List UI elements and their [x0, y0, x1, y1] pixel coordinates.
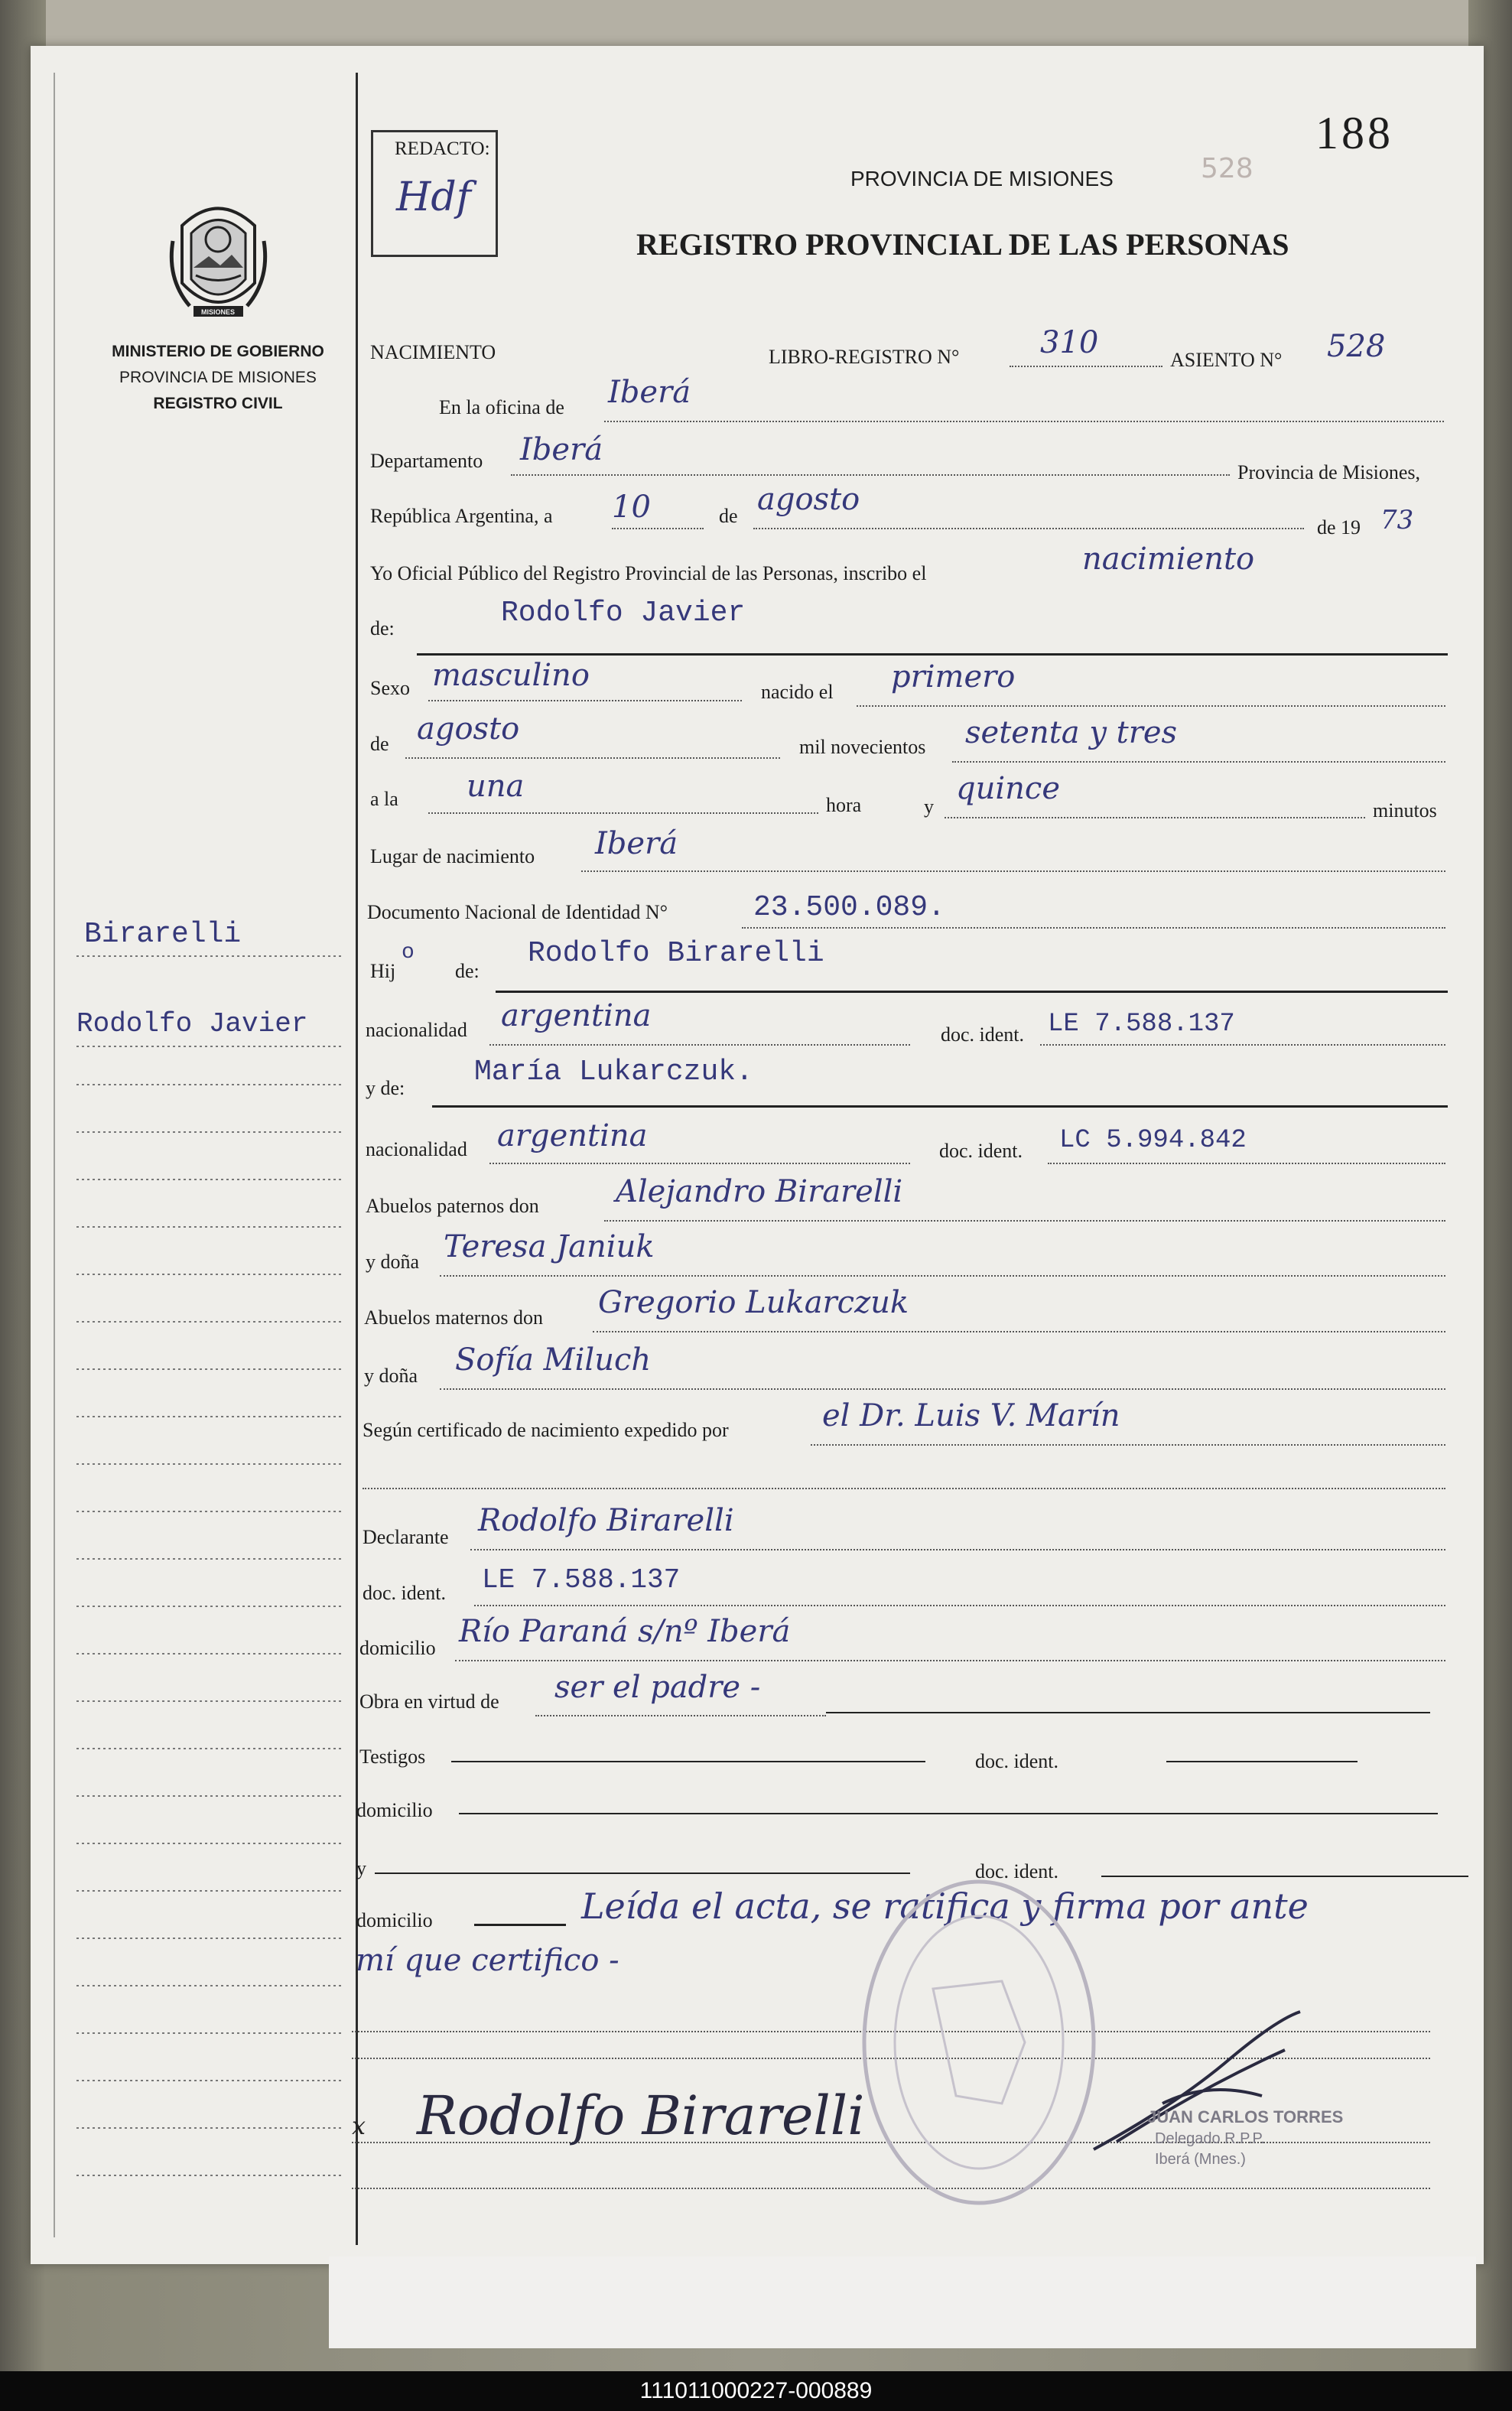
official-stamp-line-2: Delegado R.P.P.	[1155, 2130, 1265, 2147]
left-page-edge	[54, 73, 55, 2237]
hijo-label: Hij	[370, 960, 396, 982]
domicilio3-label: domicilio	[356, 1909, 433, 1931]
provincia-label: Provincia de Misiones,	[1237, 461, 1421, 483]
abuela-materna-line	[440, 1388, 1445, 1390]
de3-label: de	[370, 733, 389, 755]
father-nacionalidad-line	[489, 1044, 910, 1046]
abuelo-paterno-line	[604, 1220, 1445, 1222]
official-round-seal	[849, 1843, 1101, 2211]
ala-label: a la	[370, 788, 398, 810]
republica-label: República Argentina, a	[370, 505, 553, 527]
margin-surname: Birarelli	[84, 918, 242, 951]
birth-month-value: agosto	[417, 711, 520, 747]
nacido-value: primero	[891, 659, 1016, 695]
testigos-line	[451, 1761, 925, 1762]
father-doc-value: LE 7.588.137	[1048, 1010, 1235, 1039]
lugar-value: Iberá	[595, 826, 678, 861]
domicilio-line	[455, 1660, 1445, 1661]
record-type-label: NACIMIENTO	[370, 341, 496, 363]
closing-statement-line-2: mí que certifico -	[356, 1943, 619, 1978]
minutes-value: quince	[956, 771, 1060, 806]
segun-line-2	[363, 1488, 1445, 1489]
lugar-line	[581, 870, 1445, 872]
ministry-line-3: REGISTRO CIVIL	[153, 395, 283, 412]
testigos-doc-line	[1166, 1761, 1358, 1762]
ministry-line-2: PROVINCIA DE MISIONES	[119, 369, 317, 386]
obra-dotted	[535, 1715, 826, 1716]
father-doc-line	[1040, 1044, 1445, 1046]
signature-mark: x	[352, 2111, 366, 2140]
redacto-label: REDACTO:	[395, 138, 490, 159]
oficial-statement: Yo Oficial Público del Registro Provincial de las Personas, inscribo el	[370, 562, 927, 584]
abuela-paterna-line	[440, 1275, 1445, 1277]
abuelo-materno-value: Gregorio Lukarczuk	[598, 1285, 909, 1320]
y2-doc-line	[1101, 1876, 1468, 1877]
father-nacionalidad-value: argentina	[501, 998, 652, 1033]
hijo-suffix: o	[402, 941, 415, 965]
declarante-doc-value: LE 7.588.137	[482, 1564, 681, 1596]
province-title: PROVINCIA DE MISIONES	[850, 167, 1114, 190]
page-number: 188	[1315, 108, 1393, 158]
obra-label: Obra en virtud de	[359, 1690, 499, 1713]
abuelos-maternos-label: Abuelos maternos don	[364, 1306, 543, 1329]
domicilio3-dash	[474, 1924, 566, 1926]
father-nacionalidad-label: nacionalidad	[366, 1019, 467, 1041]
svg-text:MISIONES: MISIONES	[200, 308, 236, 316]
declarante-docident-label: doc. ident.	[363, 1582, 447, 1604]
mother-name-value: María Lukarczuk.	[474, 1056, 753, 1088]
dni-label: Documento Nacional de Identidad N°	[367, 901, 668, 923]
abuelo-materno-line	[593, 1331, 1445, 1332]
margin-ruled-lines	[76, 0, 344, 2295]
abuelo-paterno-value: Alejandro Birarelli	[616, 1174, 903, 1209]
segun-line	[811, 1444, 1445, 1446]
segun-value: el Dr. Luis V. Marín	[822, 1398, 1120, 1433]
departamento-value: Iberá	[520, 432, 603, 467]
birth-month-line	[405, 757, 780, 759]
mother-doc-line	[1048, 1163, 1445, 1164]
faint-stamp-number: 528	[1201, 153, 1253, 184]
oficina-value: Iberá	[608, 375, 691, 410]
margin-given-names: Rodolfo Javier	[76, 1008, 308, 1040]
obra-line	[826, 1712, 1430, 1713]
closing-statement-line-1: Leída el acta, se ratifica y firma por ante	[581, 1886, 1309, 1927]
domicilio2-line	[459, 1813, 1438, 1814]
declarant-signature: Rodolfo Birarelli	[417, 2084, 865, 2147]
child-name-value: Rodolfo Javier	[501, 597, 746, 630]
mother-nacionalidad-value: argentina	[497, 1118, 648, 1153]
de4-label: de:	[455, 960, 480, 982]
nacido-label: nacido el	[761, 681, 834, 703]
hora-label: hora	[826, 794, 862, 816]
abuelos-paternos-label: Abuelos paternos don	[366, 1195, 539, 1217]
declarante-value: Rodolfo Birarelli	[478, 1503, 734, 1538]
dni-line	[742, 927, 1445, 929]
mother-doc-value: LC 5.994.842	[1059, 1126, 1247, 1155]
obra-value: ser el padre -	[554, 1670, 761, 1705]
departamento-label: Departamento	[370, 450, 483, 472]
domicilio2-label: domicilio	[356, 1799, 433, 1821]
archive-id-text: 111011000227-000889	[639, 2378, 873, 2403]
y2-docident-label: doc. ident.	[975, 1860, 1059, 1882]
y-label: y	[924, 796, 934, 818]
day-line	[612, 528, 704, 529]
inscribo-value: nacimiento	[1082, 542, 1255, 577]
testigos-docident-label: doc. ident.	[975, 1750, 1059, 1772]
official-stamp-line-1: JUAN CARLOS TORRES	[1147, 2107, 1344, 2126]
mil-label: mil novecientos	[799, 736, 926, 758]
libro-label: LIBRO-REGISTRO N°	[769, 346, 960, 368]
redacto-initials: Hdf	[396, 174, 471, 220]
sexo-value: masculino	[432, 658, 590, 693]
de2-label: de:	[370, 617, 395, 639]
sexo-line	[428, 700, 742, 701]
abuela-paterna-value: Teresa Janiuk	[444, 1229, 655, 1264]
de-label: de	[719, 505, 738, 527]
year-prefix-label: de 19	[1317, 516, 1361, 538]
departamento-line	[511, 474, 1230, 476]
libro-line	[1010, 366, 1162, 367]
domicilio-label: domicilio	[359, 1637, 436, 1659]
segun-label: Según certificado de nacimiento expedido por	[363, 1419, 729, 1441]
hour-line	[428, 812, 818, 814]
day-value: 10	[612, 490, 651, 525]
year-value: 73	[1380, 505, 1414, 535]
testigos-label: Testigos	[359, 1746, 426, 1768]
abuela-materna-label: y doña	[364, 1365, 418, 1387]
domicilio-value: Río Paraná s/nº Iberá	[459, 1614, 791, 1649]
oficina-line	[604, 421, 1444, 422]
declarante-doc-line	[474, 1605, 1445, 1606]
month-line	[753, 528, 1304, 529]
mother-nacionalidad-label: nacionalidad	[366, 1138, 467, 1160]
abuela-paterna-label: y doña	[366, 1251, 420, 1273]
minutes-line	[945, 817, 1365, 818]
hour-value: una	[467, 769, 525, 804]
birth-year-value: setenta y tres	[965, 715, 1178, 750]
child-name-line	[417, 653, 1448, 656]
mother-name-line	[432, 1105, 1448, 1108]
birth-year-line	[952, 761, 1445, 763]
asiento-label: ASIENTO N°	[1170, 349, 1283, 371]
asiento-value: 528	[1327, 329, 1386, 364]
y2-label: y	[356, 1857, 366, 1879]
minutos-label: minutos	[1373, 799, 1437, 822]
father-docident-label: doc. ident.	[941, 1023, 1025, 1046]
father-name-line	[496, 991, 1448, 993]
lugar-label: Lugar de nacimiento	[370, 845, 535, 867]
next-page-edge	[329, 2256, 1476, 2348]
registry-title: REGISTRO PROVINCIAL DE LAS PERSONAS	[636, 227, 1289, 262]
official-stamp-line-3: Iberá (Mnes.)	[1155, 2151, 1246, 2168]
oficina-label: En la oficina de	[439, 396, 564, 418]
father-name-value: Rodolfo Birarelli	[528, 937, 824, 970]
ministry-line-1: MINISTERIO DE GOBIERNO	[112, 343, 324, 360]
abuela-materna-value: Sofía Miluch	[455, 1342, 652, 1378]
mother-nacionalidad-line	[489, 1163, 910, 1164]
sexo-label: Sexo	[370, 677, 410, 699]
yde-label: y de:	[366, 1077, 405, 1099]
y2-line	[375, 1873, 910, 1874]
redacto-box	[371, 130, 498, 257]
declarante-label: Declarante	[363, 1526, 449, 1548]
month-value: agosto	[757, 482, 860, 517]
archive-id-bar	[0, 2371, 1512, 2411]
nacido-line	[857, 705, 1445, 707]
dni-value: 23.500.089.	[753, 891, 945, 924]
libro-value: 310	[1040, 325, 1099, 360]
declarante-line	[470, 1549, 1445, 1550]
mother-docident-label: doc. ident.	[939, 1140, 1023, 1162]
